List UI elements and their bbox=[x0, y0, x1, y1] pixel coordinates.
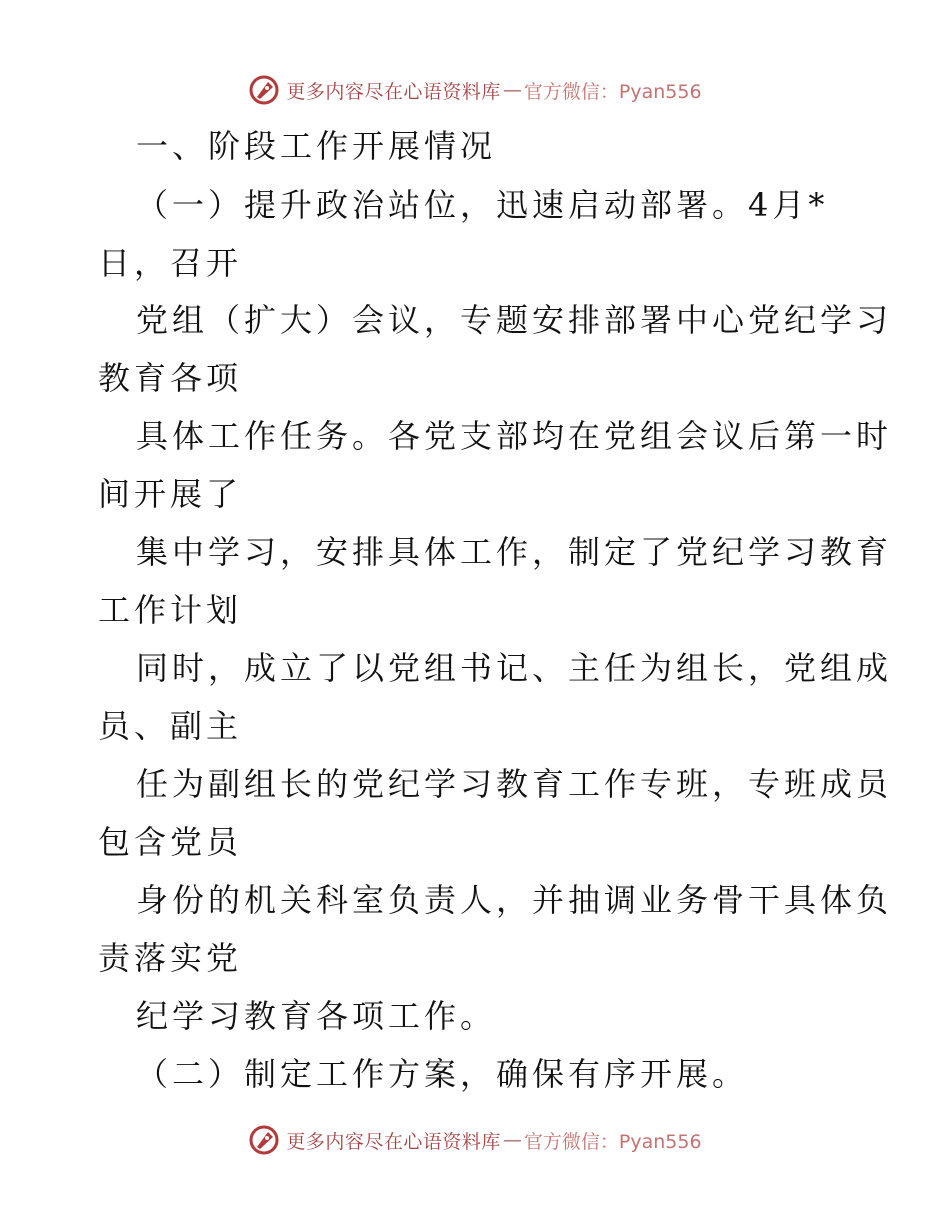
text-line: 工作计划 bbox=[98, 591, 243, 629]
footer-slogan: 更多内容尽在心语资料库 bbox=[286, 1130, 501, 1153]
text-line: 同时，成立了以党组书记、主任为组长，党组成 bbox=[136, 649, 893, 687]
text-line: 包含党员 bbox=[98, 823, 243, 861]
footer-wechat-account: 官方微信：Pyan556 bbox=[523, 1130, 702, 1153]
text-line: 党组（扩大）会议，专题安排部署中心党纪学习 bbox=[136, 301, 893, 339]
header-watermark-banner bbox=[0, 70, 950, 110]
text-line: 员、副主 bbox=[98, 707, 243, 745]
text-line: 具体工作任务。各党支部均在党组会议后第一时 bbox=[136, 417, 893, 455]
text-line: 身份的机关科室负责人，并抽调业务骨干具体负 bbox=[136, 881, 893, 919]
subsection-heading-1: （一）提升政治站位，迅速启动部署。4月* bbox=[136, 186, 829, 224]
text-line: 任为副组长的党纪学习教育工作专班，专班成员 bbox=[136, 765, 893, 803]
text-line: 集中学习，安排具体工作，制定了党纪学习教育 bbox=[136, 533, 893, 571]
text-line: 责落实党 bbox=[98, 939, 243, 977]
subsection-heading-2: （二）制定工作方案，确保有序开展。 bbox=[136, 1055, 749, 1093]
text-line: 纪学习教育各项工作。 bbox=[136, 997, 497, 1035]
section-heading: 一、阶段工作开展情况 bbox=[136, 127, 497, 165]
footer-dash: — bbox=[502, 1129, 522, 1151]
header-slogan: 更多内容尽在心语资料库 bbox=[286, 80, 501, 103]
text-line: 间开展了 bbox=[98, 475, 243, 513]
header-wechat-account: 官方微信：Pyan556 bbox=[523, 80, 702, 103]
pen-nib-circle-icon bbox=[248, 74, 280, 106]
footer-watermark-banner bbox=[0, 1120, 950, 1160]
footer-watermark bbox=[248, 1124, 701, 1156]
header-watermark bbox=[248, 74, 701, 106]
pen-nib-circle-icon bbox=[248, 1124, 280, 1156]
header-dash: — bbox=[502, 79, 522, 101]
text-line: 教育各项 bbox=[98, 359, 243, 397]
text-line: 日，召开 bbox=[98, 244, 243, 282]
